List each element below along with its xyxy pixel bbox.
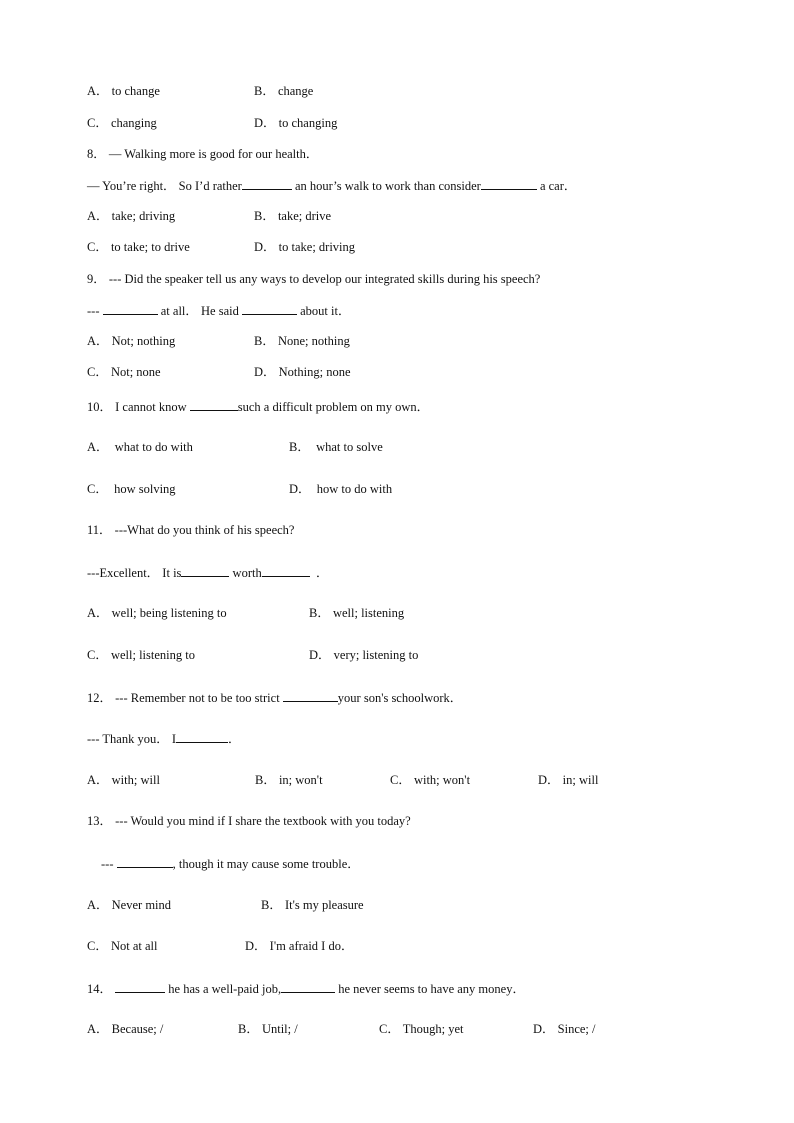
q13-stem-line2: [101, 855, 360, 872]
q10-stem-text-2: such a difficult problem on my own．: [237, 400, 430, 414]
q9-blank-2: [242, 302, 297, 315]
q7-option-c: C． changing: [87, 116, 157, 130]
q9-blank-1: [103, 302, 158, 315]
q7-option-d: D． to changing: [254, 116, 338, 130]
q11-option-a: A． well; being listening to: [87, 606, 227, 620]
q8-stem-line1: 8． — Walking more is good for our health．: [87, 147, 319, 161]
q9-option-b: B． None; nothing: [254, 334, 350, 348]
q7-option-b: B． change: [254, 84, 314, 98]
q14-option-d: D． Since; /: [533, 1022, 596, 1036]
q14-option-a: A． Because; /: [87, 1022, 164, 1036]
q11-stem-line1: 11． ---What do you think of his speech?: [87, 523, 295, 537]
q10-option-a: A． what to do with: [87, 440, 193, 454]
q9-option-a: A． Not; nothing: [87, 334, 176, 348]
q9-stem-line1: 9． --- Did the speaker tell us any ways to develop our integrated skills during his speech?: [87, 272, 541, 286]
q13-option-c: C． Not at all: [87, 939, 158, 953]
q14-stem: [87, 980, 525, 997]
q8-stem-text-1: — You’re right． So I’d rather: [87, 179, 242, 193]
q9-stem-line2: [87, 302, 350, 319]
q11-option-c: C． well; listening to: [87, 648, 195, 662]
q12-blank-1: [283, 689, 338, 702]
q10-option-c: C． how solving: [87, 482, 176, 496]
q12-stem-text-3: --- Thank you． I: [87, 732, 176, 746]
q11-option-d: D． very; listening to: [309, 648, 419, 662]
q12-blank-2: [176, 730, 228, 743]
q11-option-b: B． well; listening: [309, 606, 405, 620]
q14-stem-text-2: he has a well-paid job,: [165, 982, 282, 996]
q8-option-a: A． take; driving: [87, 209, 176, 223]
q9-stem-text-2: at all． He said: [157, 304, 242, 318]
q14-stem-text-1: 14．: [87, 982, 116, 996]
q11-stem-text-1: ---Excellent． It is: [87, 566, 182, 580]
q8-blank-1: [242, 177, 292, 190]
q12-stem-text-2: your son's schoolwork．: [337, 691, 463, 705]
q10-option-b: B． what to solve: [289, 440, 383, 454]
q13-stem-line1: 13． --- Would you mind if I share the textbook with you today?: [87, 814, 411, 828]
q11-stem-line2: [87, 564, 328, 581]
q11-stem-text-3: ．: [309, 566, 329, 580]
q12-stem-line2: [87, 730, 241, 747]
q14-stem-text-3: he never seems to have any money．: [335, 982, 525, 996]
q12-option-b: B． in; won't: [255, 773, 323, 787]
q10-option-d: D． how to do with: [289, 482, 393, 496]
q13-option-b: B． It's my pleasure: [261, 898, 364, 912]
q14-blank-1: [115, 980, 165, 993]
q13-option-a: A． Never mind: [87, 898, 172, 912]
q12-option-c: C． with; won't: [390, 773, 471, 787]
q10-stem: [87, 398, 429, 415]
q13-option-d: D． I'm afraid I do．: [245, 939, 354, 953]
q9-option-d: D． Nothing; none: [254, 365, 351, 379]
q14-option-b: B． Until; /: [238, 1022, 298, 1036]
q12-stem-text-1: 12． --- Remember not to be too strict: [87, 691, 283, 705]
q8-stem-line2: [87, 177, 576, 194]
q13-blank: [117, 855, 173, 868]
q12-stem-line1: [87, 689, 462, 706]
q11-blank-2: [262, 564, 310, 577]
q8-option-d: D． to take; driving: [254, 240, 356, 254]
q11-stem-text-2: worth: [229, 566, 262, 580]
q12-option-d: D． in; will: [538, 773, 599, 787]
q7-option-a: A． to change: [87, 84, 160, 98]
q14-blank-2: [281, 980, 335, 993]
q12-stem-text-4: ．: [227, 732, 241, 746]
q8-stem-text-2: an hour’s walk to work than consider: [291, 179, 481, 193]
q8-blank-2: [481, 177, 537, 190]
q9-stem-text-1: ---: [87, 304, 103, 318]
q12-option-a: A． with; will: [87, 773, 160, 787]
q13-stem-text-1: ---: [101, 857, 117, 871]
q8-stem-text-3: a car．: [536, 179, 577, 193]
q10-stem-text-1: 10． I cannot know: [87, 400, 190, 414]
q9-stem-text-3: about it．: [296, 304, 351, 318]
q10-blank: [190, 398, 238, 411]
q14-option-c: C． Though; yet: [379, 1022, 464, 1036]
q13-stem-text-2: , though it may cause some trouble．: [172, 857, 360, 871]
q11-blank-1: [181, 564, 229, 577]
q8-option-c: C． to take; to drive: [87, 240, 190, 254]
q9-option-c: C． Not; none: [87, 365, 161, 379]
q8-option-b: B． take; drive: [254, 209, 332, 223]
